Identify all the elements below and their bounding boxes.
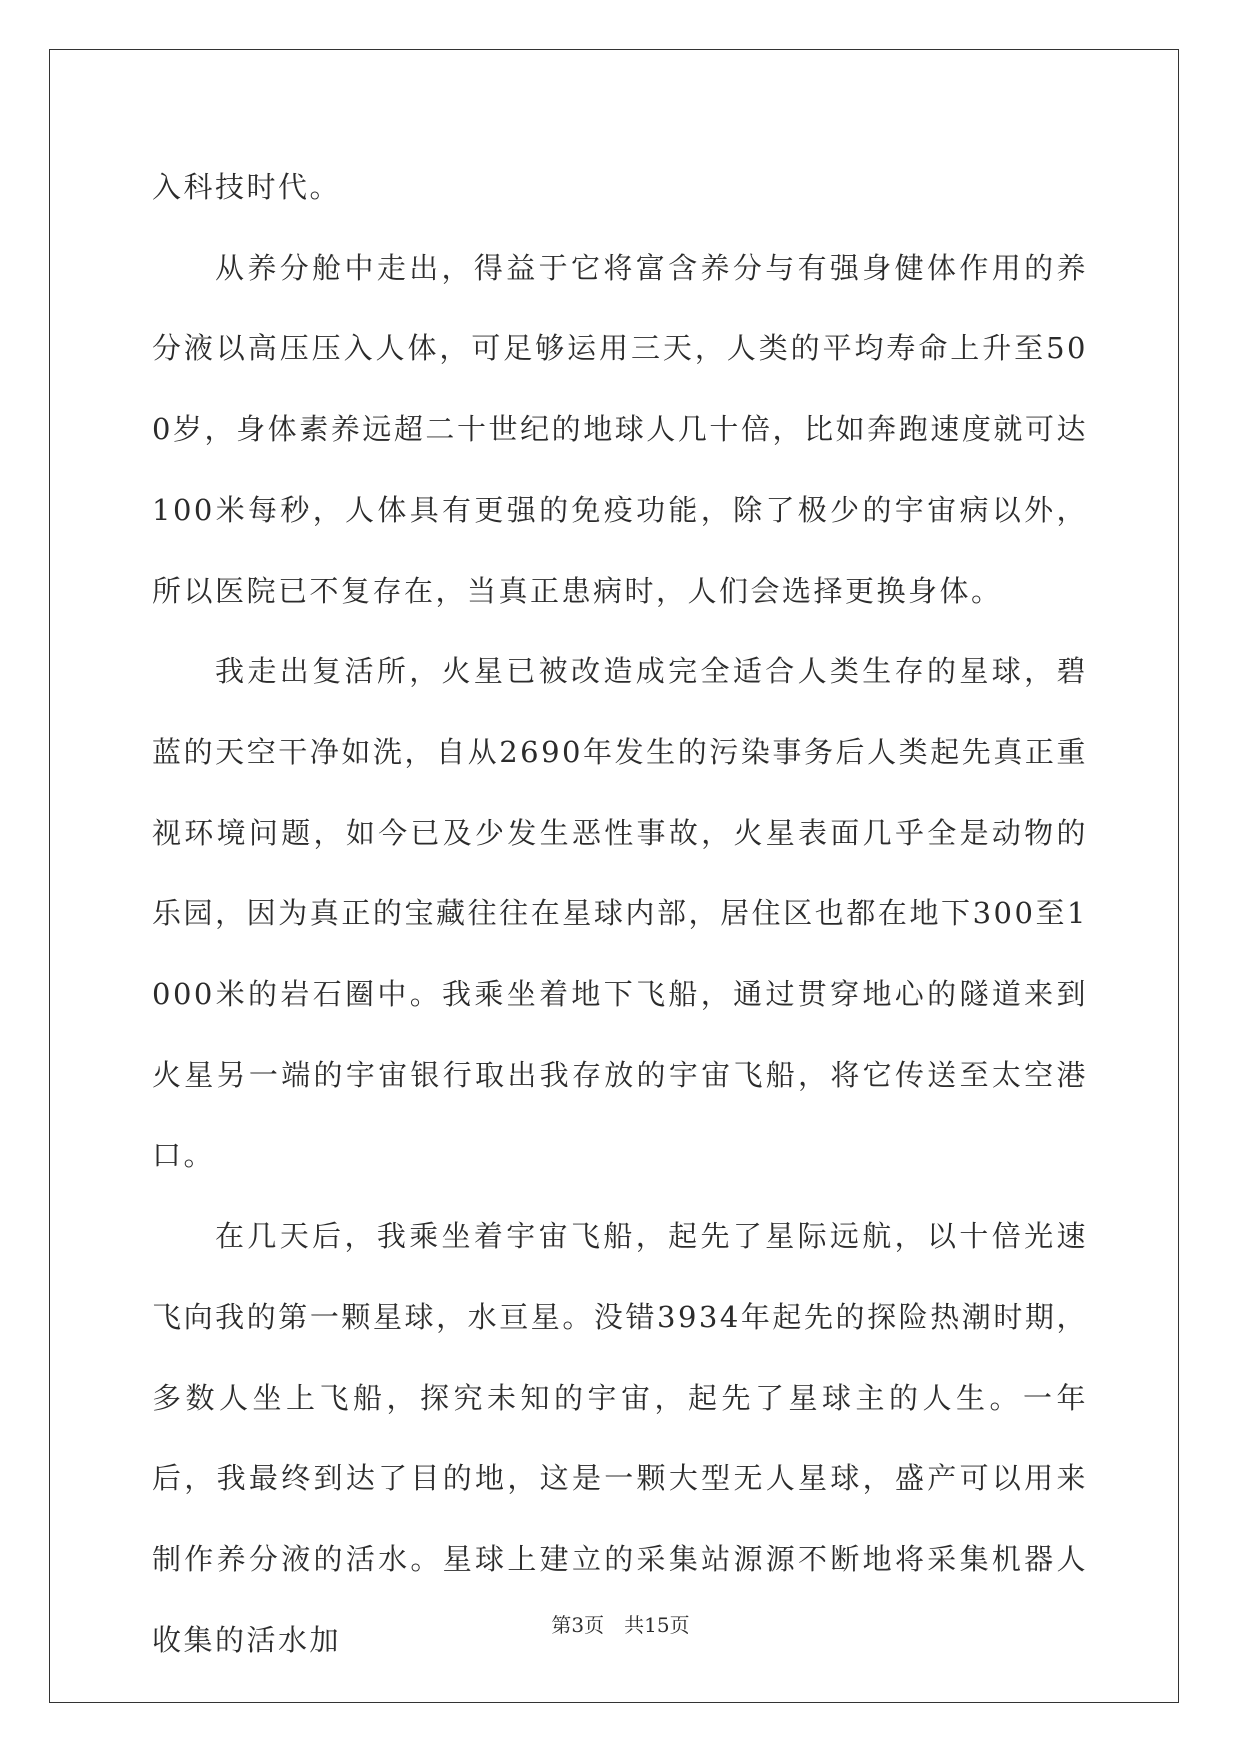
- page-total: 共15页: [624, 1613, 690, 1637]
- paragraph-voyage: 在几天后，我乘坐着宇宙飞船，起先了星际远航，以十倍光速飞向我的第一颗星球，水亘星。没错3934年起先的探险热潮时期，多数人坐上飞船，探究未知的宇宙，起先了星球主的人生。一年后，我最终到达了目的地，这是一颗大型无人星球，盛产可以用来制作养分液的活水。星球上建立的采集站源源不断地将采集机器人收集的活水加: [152, 1219, 1088, 1657]
- paragraph-nutrient-pod: 从养分舱中走出，得益于它将富含养分与有强身健体作用的养分液以高压压入人体，可足够运用三天，人类的平均寿命上升至500岁，身体素养远超二十世纪的地球人几十倍，比如奔跑速度就可达100米每秒，人体具有更强的免疫功能，除了极少的宇宙病以外，所以医院已不复存在，当真正患病时，人们会选择更换身体。: [152, 250, 1088, 608]
- paragraph-mars: 我走出复活所，火星已被改造成完全适合人类生存的星球，碧蓝的天空干净如洗，自从2690年发生的污染事务后人类起先真正重视环境问题，如今已及少发生恶性事故，火星表面几乎全是动物的乐园，因为真正的宝藏往往在星球内部，居住区也都在地下300至1000米的岩石圈中。我乘坐着地下飞船，通过贯穿地心的隧道来到火星另一端的宇宙银行取出我存放的宇宙飞船，将它传送至太空港口。: [152, 654, 1088, 1173]
- document-body: [152, 147, 1088, 1680]
- page-footer: [0, 1611, 1241, 1639]
- page-number: 第3页: [551, 1613, 605, 1637]
- paragraph-continuation: 入科技时代。: [152, 170, 342, 204]
